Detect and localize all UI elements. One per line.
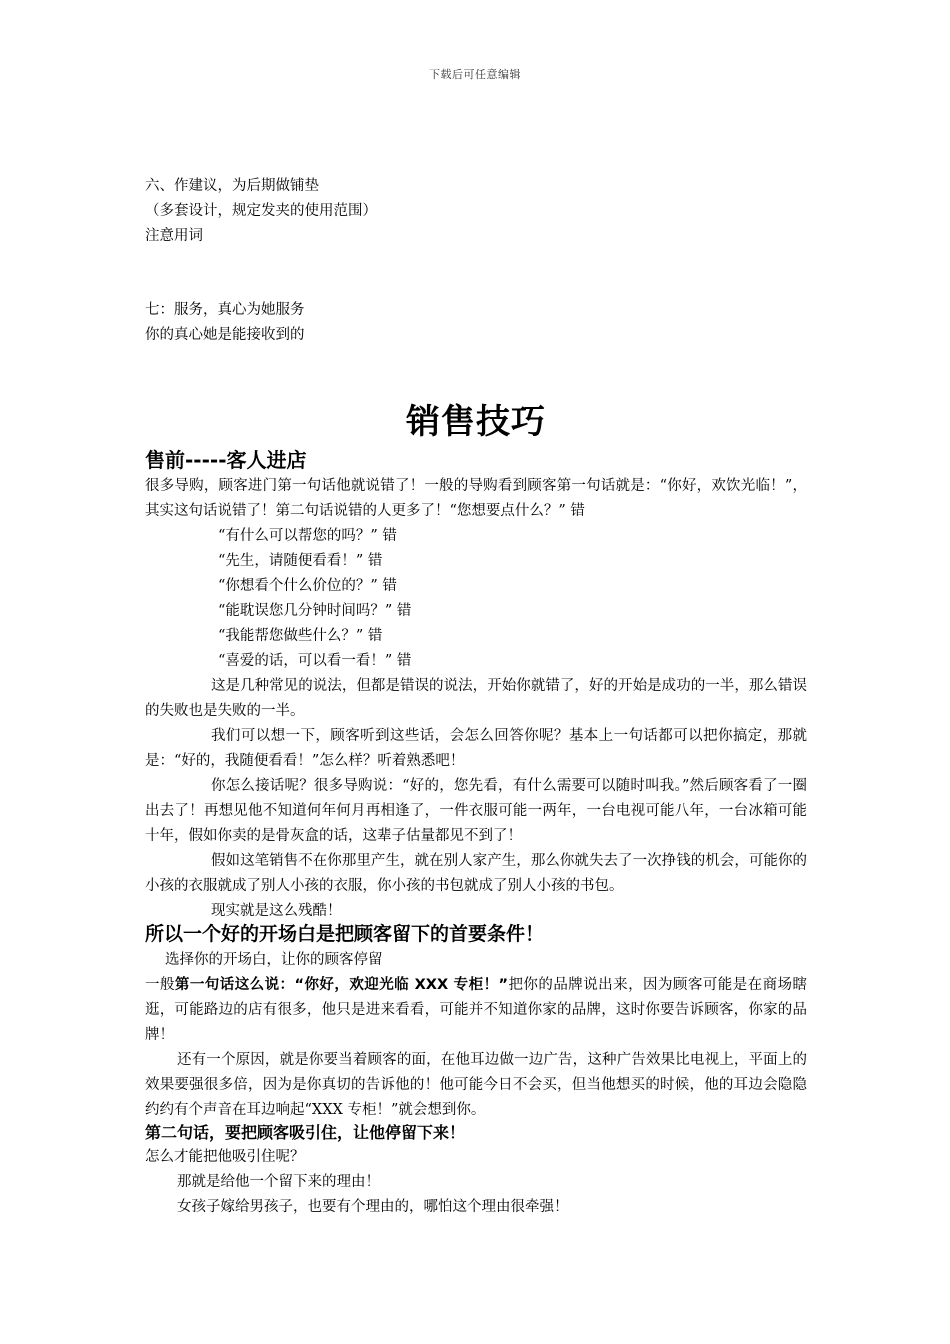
presale-paragraph-2: 这是几种常见的说法，但都是错误的说法，开始你就错了，好的开始是成功的一半，那么错误的失败也是失败的一半。	[145, 678, 807, 719]
section-six	[145, 174, 807, 249]
presale-paragraph-1: 很多导购，顾客进门第一句话他就说错了！一般的导购看到顾客第一句话就是：“你好，欢饮光临！”，其实这句话说错了！第二句话说错的人更多了！“您想要点什么？” 错	[145, 478, 807, 519]
second-question: 怎么才能把他吸引住呢？	[145, 1149, 305, 1165]
opening-p1-bold: 第一句话这么说：“你好，欢迎光临 XXX 专柜！”	[174, 977, 509, 993]
wrong-greeting-3: “你想看个什么价位的？” 错	[218, 578, 397, 594]
wrong-greeting-1: “有什么可以帮您的吗？” 错	[218, 528, 397, 544]
second-sentence-section	[145, 1120, 807, 1220]
main-title-block	[145, 398, 807, 446]
second-heading: 第二句话，要把顾客吸引住，让他停留下来！	[145, 1123, 466, 1142]
wrong-greeting-5: “我能帮您做些什么？” 错	[218, 628, 383, 644]
opening-paragraph-1	[145, 973, 807, 1048]
presale-section	[145, 446, 807, 924]
opening-heading: 所以一个好的开场白是把顾客留下的首要条件！	[145, 923, 545, 945]
section-seven	[145, 298, 807, 348]
presale-heading: 售前-----客人进店	[145, 448, 307, 472]
wrong-greeting-6: “喜爱的话，可以看一看！” 错	[218, 653, 412, 669]
page-title: 销售技巧	[406, 402, 546, 442]
section-six-note2: 注意用词	[145, 228, 203, 244]
section-six-note: （多套设计，规定发夹的使用范围）	[145, 203, 377, 219]
opening-p1-prefix: 一般	[145, 977, 175, 993]
opening-paragraph-2: 还有一个原因，就是你要当着顾客的面，在他耳边做一边广告，这种广告效果比电视上，平面上的效果要强很多倍，因为是你真切的告诉他的！他可能今日不会买，但当他想买的时候，他的耳边会隐隐约约有个声音在耳边响起“XXX 专柜！”就会想到你。	[145, 1052, 807, 1118]
presale-paragraph-3: 我们可以想一下，顾客听到这些话，会怎么回答你呢？基本上一句话都可以把你搞定，那就是：“好的，我随便看看！”怎么样？听着熟悉吧！	[145, 728, 807, 769]
presale-paragraph-4: 你怎么接话呢？很多导购说：“好的，您先看，有什么需要可以随时叫我。”然后顾客看了一圈出去了！再想见他不知道何年何月再相逢了，一件衣服可能一两年，一台电视可能八年，一台冰箱可能十年，假如你卖的是骨灰盒的话，这辈子估量都见不到了！	[145, 778, 807, 844]
section-seven-line: 你的真心她是能接收到的	[145, 327, 305, 343]
opening-p1-rest: 把你的品牌说出来，因为顾客可能是在商场瞎逛，可能路边的店有很多，他只是进来看看，可能并不知道你家的品牌，这时你要告诉顾客，你家的品牌！	[145, 977, 808, 1043]
second-answer-2: 女孩子嫁给男孩子，也要有个理由的，哪怕这个理由很牵强！	[177, 1199, 569, 1215]
page-header: 下载后可任意编辑	[429, 68, 521, 81]
presale-paragraph-6: 现实就是这么残酷！	[211, 903, 342, 919]
section-seven-heading: 七：服务，真心为她服务	[145, 302, 305, 318]
opening-section	[145, 920, 807, 1123]
section-six-heading: 六、作建议，为后期做铺垫	[145, 178, 319, 194]
second-answer-1: 那就是给他一个留下来的理由！	[177, 1174, 380, 1190]
presale-paragraph-5: 假如这笔销售不在你那里产生，就在别人家产生，那么你就失去了一次挣钱的机会，可能你的小孩的衣服就成了别人小孩的衣服，你小孩的书包就成了别人小孩的书包。	[145, 853, 807, 894]
opening-subheading: 选择你的开场白，让你的顾客停留	[165, 952, 383, 968]
wrong-greeting-4: “能耽误您几分钟时间吗？” 错	[218, 603, 412, 619]
wrong-greeting-2: “先生，请随便看看！” 错	[218, 553, 383, 569]
